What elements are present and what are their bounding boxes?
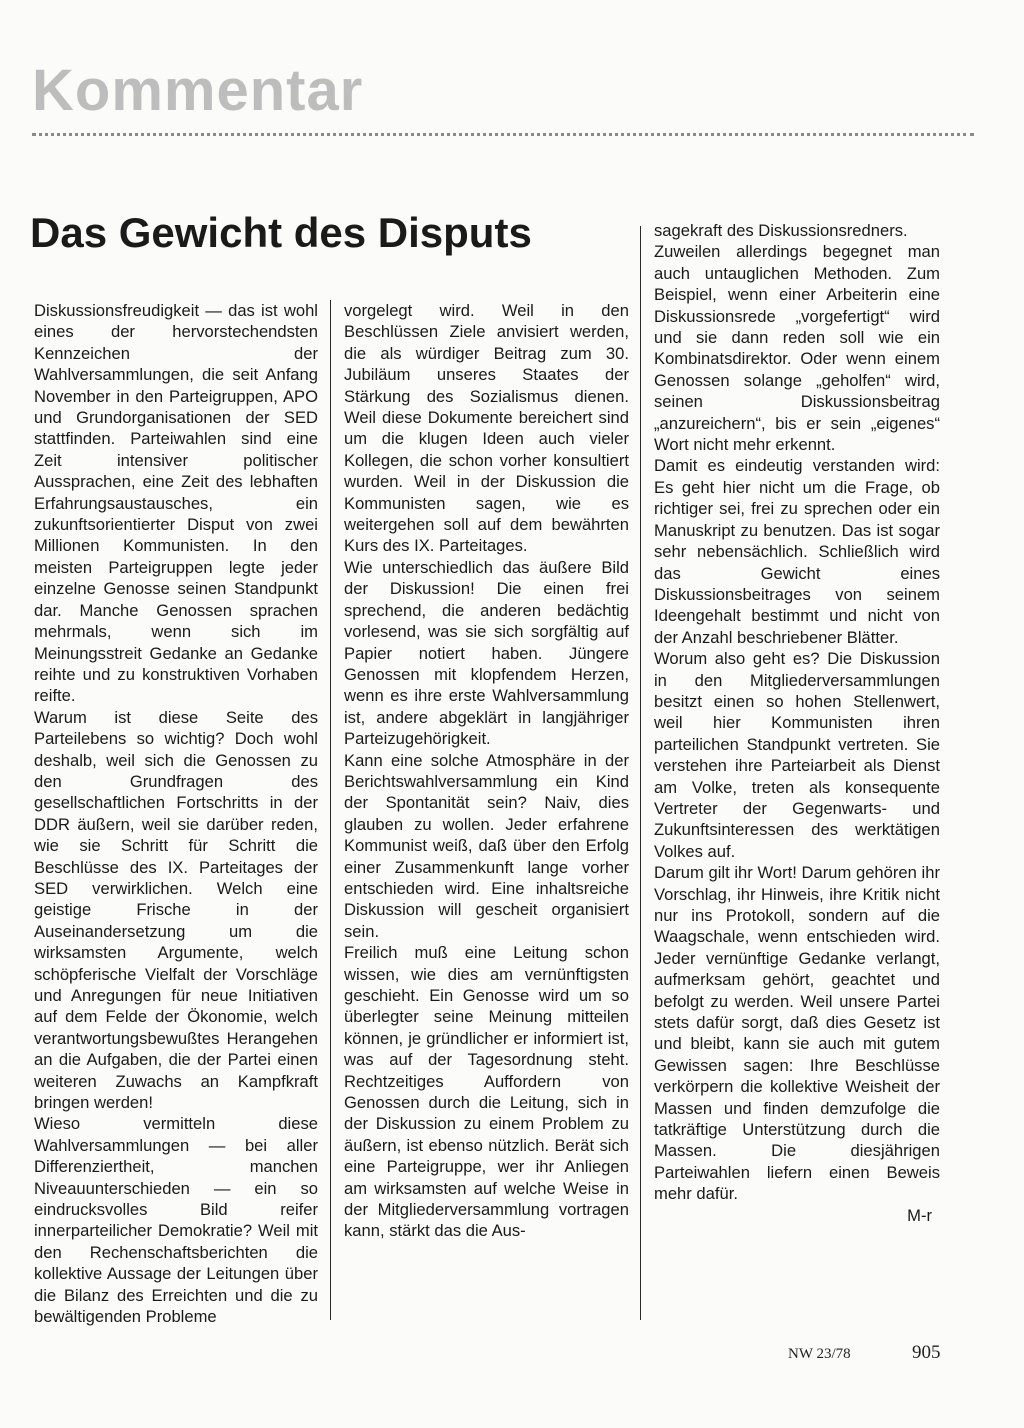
article-column-3 — [654, 220, 940, 1226]
paragraph: Kann eine solche Atmosphäre in der Berichtswahlversammlung ein Kind der Spontanität sein? Naiv, dies glauben zu wollen. Jeder erfahrene Kommunist weiß, daß über den Erfolg einer Zusammenkunft lange vorher entschieden wird. Eine inhaltsreiche Diskussion will gescheit organisiert sein. — [344, 750, 629, 941]
article-column-2 — [344, 300, 629, 1242]
paragraph: Wieso vermitteln diese Wahlversammlungen — bei aller Differenziertheit, manchen Niveauunterschieden — ein so eindrucksvolles Bild reifer innerparteilicher Demokratie? Weil mit den Rechenschaftsberichten die kollektive Aussage der Leitungen über die Bilanz des Erreichten und die zu bewältigenden Probleme — [34, 1114, 318, 1327]
section-heading: Kommentar — [32, 58, 364, 123]
column-divider — [640, 226, 641, 1320]
paragraph: Wie unterschiedlich das äußere Bild der Diskussion! Die einen frei sprechend, die anderen bedächtig vorlesend, was sie sich sorgfältig auf Papier notiert haben. Jüngere Genossen mit klopfendem Herzen, wenn es ihre erste Wahlversammlung ist, andere abgeklärt in langjähriger Parteizugehörigkeit. — [344, 557, 629, 749]
page-number: 905 — [912, 1342, 941, 1363]
paragraph: Damit es eindeutig verstanden wird: Es geht hier nicht um die Frage, ob richtiger sei, frei zu sprechen oder ein Manuskript zu benutzen. Das ist sogar sehr nebensächlich. Schließlich wird das Gewicht eines Diskussionsbeitrages von seinem Ideengehalt bestimmt und nicht von der Anzahl beschriebener Blätter. — [654, 456, 940, 647]
paragraph: sagekraft des Diskussionsredners. — [654, 221, 908, 240]
paragraph: Zuweilen allerdings begegnet man auch untauglichen Methoden. Zum Beispiel, wenn einer Arbeiterin eine Diskussionsrede „vorgefertigt“ wird und sie dann reden soll wie ein Kombinatsdirektor. Oder wenn einem Genossen solange „geholfen“ wird, seinen Diskussionsbeitrag „anzureichern“, bis er sein „eigenes“ Wort nicht mehr erkennt. — [654, 242, 940, 455]
article-title: Das Gewicht des Disputs — [30, 209, 532, 256]
paragraph: Diskussionsfreudigkeit — das ist wohl eines der hervorstechendsten Kennzeichen der Wahlversammlungen, die seit Anfang November in den Parteigruppen, APO und Grundorganisationen der SED stattfinden. Parteiwahlen sind eine Zeit intensiver politischer Aussprachen, eine Zeit des lebhaften Erfahrungsaustausches, ein zukunftsorientierter Disput von zwei Millionen Kommunisten. In den meisten Parteigruppen legte jeder einzelne Genosse seinen Standpunkt dar. Manche Genossen sprachen mehrmals, wenn sich im Meinungsstreit Gedanke an Gedanke reihte und zu konstruktiven Vorhaben reifte. — [34, 301, 318, 706]
paragraph: Worum also geht es? Die Diskussion in den Mitgliederversammlungen besitzt einen so hohen Stellenwert, weil hier Kommunisten ihren parteilichen Standpunkt vertreten. Sie verstehen ihre Parteiarbeit als Dienst am Volke, treten als konsequente Vertreter der Gegenwarts- und Zukunftsinteressen des werktätigen Volkes auf. — [654, 649, 940, 861]
paragraph: Freilich muß eine Leitung schon wissen, wie dies am vernünftigsten geschieht. Ein Genosse wird um so überlegter seine Meinung mitteilen können, je gründlicher er informiert ist, was auf der Tagesordnung steht. Rechtzeitiges Auffordern von Genossen durch die Leitung, sich in der Diskussion zu einem Problem zu äußern, ist ebenso nützlich. Berät sich eine Parteigruppe, wer ihr Anliegen am wirksamsten auf welche Weise in der Mitgliederversammlung vortragen kann, stärkt das die Aus- — [344, 943, 629, 1241]
header-divider — [32, 133, 974, 136]
paragraph: vorgelegt wird. Weil in den Beschlüssen Ziele anvisiert werden, die als würdiger Beitrag zum 30. Jubiläum unseres Staates der Stärkung des Sozialismus dienen. Weil diese Dokumente bereichert sind um die klugen Ideen auch vieler Kollegen, die schon vorher konsultiert wurden. Weil in der Diskussion die Kommunisten sagen, wie es weitergehen soll auf dem bewährten Kurs des IX. Parteitages. — [344, 301, 629, 556]
paragraph: Darum gilt ihr Wort! Darum gehören ihr Vorschlag, ihr Hinweis, ihre Kritik nicht nur ins Protokoll, sondern auf die Waagschale, wenn entschieden wird. Jeder vernünftige Gedanke verlangt, aufmerksam gehört, geachtet und befolgt zu werden. Weil unsere Partei stets dafür sorgt, daß dies Gesetz ist und bleibt, kann sie auch mit gutem Gewissen sagen: Ihre Beschlüsse verkörpern die kollektive Weisheit der Massen und finden demzufolge die tatkräftige Unterstützung durch die Massen. Die diesjährigen Parteiwahlen liefern einen Beweis mehr dafür. — [654, 863, 940, 1204]
issue-label: NW 23/78 — [788, 1346, 851, 1362]
article-column-1 — [34, 300, 318, 1328]
author-signature: M-r — [907, 1205, 932, 1225]
column-divider — [330, 300, 331, 1320]
paragraph: Warum ist diese Seite des Parteilebens so wichtig? Doch wohl deshalb, weil sich die Genossen zu den Grundfragen des gesellschaftlichen Fortschritts in der DDR äußern, weil sie darüber reden, wie sie Schritt für Schritt die Beschlüsse des IX. Parteitages der SED verwirklichen. Welch eine geistige Frische in der Auseinandersetzung um die wirksamsten Argumente, welch schöpferische Vielfalt der Vorschläge und Anregungen für neue Initiativen auf dem Felde der Ökonomie, welch verantwortungsbewußtes Herangehen an die Aufgaben, die der Partei einen weiteren Zuwachs an Kampfkraft bringen werden! — [34, 707, 318, 1113]
